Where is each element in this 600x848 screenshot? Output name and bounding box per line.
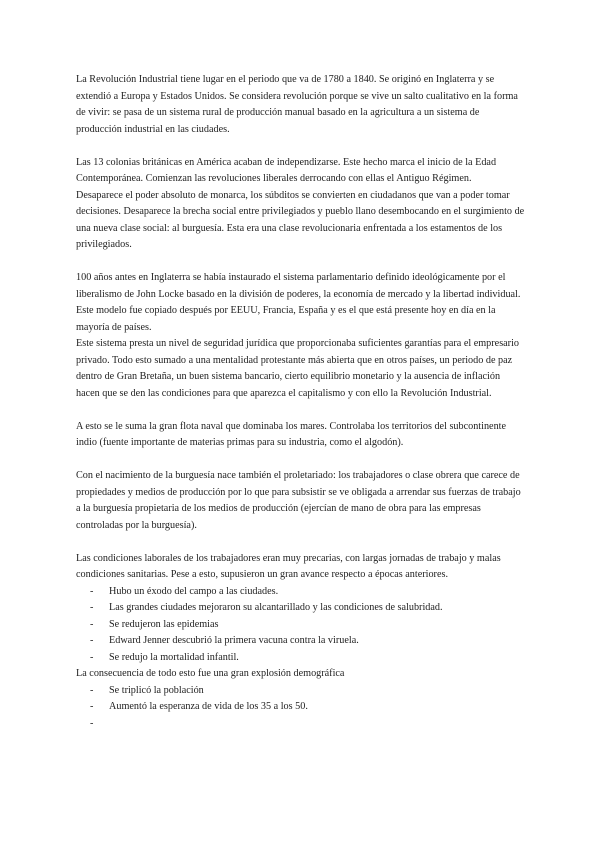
paragraph-proletariat — [76, 468, 524, 534]
bullet-marker: - — [90, 717, 94, 729]
text-line: controladas por la burguesía). — [76, 519, 197, 531]
bullet-list-improvements — [76, 584, 524, 667]
text-line: hacen que se den las condiciones para que aparezca el capitalismo y con ello la Revolución Industrial. — [76, 387, 492, 399]
text-line: propiedades y medios de producción por lo que para subsistir se ve obligada a arrendar sus fuerzas de trabajo — [76, 486, 521, 498]
text-line: condiciones sanitarias. Pese a esto, supusieron un gran avance respecto a épocas anteriores. — [76, 569, 448, 580]
bullet-marker: - — [90, 618, 94, 630]
text-line: una nueva clase social: al burguesía. Esta era una clase revolucionaria enfrentada a los estamentos de los — [76, 222, 503, 234]
text-line: privado. Todo esto sumado a una mentalidad protestante más abierta que en otros países, un periodo de paz — [76, 354, 513, 366]
text-line: Las condiciones laborales de los trabajadores eran muy precarias, con largas jornadas de trabajo y malas — [76, 552, 501, 564]
list-item-text: Se redujeron las epidemias — [109, 618, 219, 630]
bullet-list-demographics — [76, 683, 524, 729]
text-line: Desaparece el poder absoluto de monarca, los súbditos se convierten en ciudadanos que van a poder tomar — [76, 189, 510, 201]
text-line: Este sistema presta un nivel de seguridad jurídica que proporcionaba suficientes garantías para el empresario — [76, 338, 519, 349]
list-item — [76, 650, 524, 667]
list-item-text: Hubo un éxodo del campo a las ciudades. — [109, 585, 279, 597]
list-item — [76, 699, 524, 716]
paragraph-naval-fleet — [76, 419, 524, 452]
text-line: A esto se le suma la gran flota naval que dominaba los mares. Controlaba los territorios del subcontinente — [76, 420, 507, 432]
text-line: dentro de Gran Bretaña, un buen sistema bancario, cierto equilibrio monetario y la ausencia de inflación — [76, 371, 501, 382]
list-item — [76, 633, 524, 650]
list-item — [76, 584, 524, 601]
list-item-text: Se redujo la mortalidad infantil. — [109, 651, 239, 663]
list-item-text: Las grandes ciudades mejoraron su alcantarillado y las condiciones de salubridad. — [109, 602, 443, 613]
text-line: Este modelo fue copiado después por EEUU, Francia, España y es el que está presente hoy en día en la — [76, 305, 496, 316]
text-line: mayoría de países. — [76, 321, 152, 333]
paragraph-parliamentary-system — [76, 270, 524, 402]
text-line: liberalismo de John Locke basado en la división de poderes, la economía de mercado y la libertad individual. — [76, 288, 521, 300]
text-line: indio (fuente importante de materias primas para su industria, como el algodón). — [76, 437, 404, 448]
text-line: La consecuencia de todo esto fue una gran explosión demográfica — [76, 668, 345, 679]
text-line: 100 años antes en Inglaterra se había instaurado el sistema parlamentario definido ideológicamente por el — [76, 272, 506, 283]
bullet-marker: - — [90, 635, 94, 646]
list-item-text: Se triplicó la población — [109, 684, 204, 696]
list-item — [76, 600, 524, 617]
paragraph-industrial-revolution — [76, 72, 524, 138]
paragraph-colonies — [76, 155, 524, 254]
text-line: extendió a Europa y Estados Unidos. Se considera revolución porque se vive un salto cualitativo en la forma — [76, 90, 518, 102]
bullet-marker: - — [90, 701, 94, 712]
text-line: de vivir: se pasa de un sistema rural de producción manual basado en la agricultura a un sistema de — [76, 107, 480, 118]
text-line: La Revolución Industrial tiene lugar en el periodo que va de 1780 a 1840. Se originó en Inglaterra y se — [76, 74, 495, 85]
list-item-text: Edward Jenner descubrió la primera vacuna contra la viruela. — [109, 635, 359, 646]
list-item-text: Aumentó la esperanza de vida de los 35 a los 50. — [109, 701, 308, 712]
list-item — [76, 683, 524, 700]
bullet-marker: - — [90, 602, 94, 613]
text-line: producción industrial en las ciudades. — [76, 123, 230, 135]
text-line: Con el nacimiento de la burguesía nace también el proletariado: los trabajadores o clase obrera que carece de — [76, 470, 520, 481]
bullet-marker: - — [90, 585, 94, 597]
text-line: a la burguesía propietaria de los medios de producción (ejercían de mano de obra para las empresas — [76, 503, 481, 514]
text-line: privilegiados. — [76, 239, 132, 250]
text-line: decisiones. Desaparece la brecha social entre privilegiados y pueblo llano desembocando en el surgimiento de — [76, 206, 525, 217]
bullet-marker: - — [90, 651, 94, 663]
text-line: Las 13 colonias británicas en América acaban de independizarse. Este hecho marca el inicio de la Edad — [76, 156, 497, 168]
list-item — [76, 617, 524, 634]
paragraph-labor-conditions — [76, 551, 524, 584]
text-line: Contemporánea. Comienzan las revoluciones liberales derrocando con ellas el Antiguo Régimen. — [76, 173, 472, 184]
paragraph-demographic-explosion — [76, 666, 524, 683]
bullet-marker: - — [90, 684, 94, 696]
